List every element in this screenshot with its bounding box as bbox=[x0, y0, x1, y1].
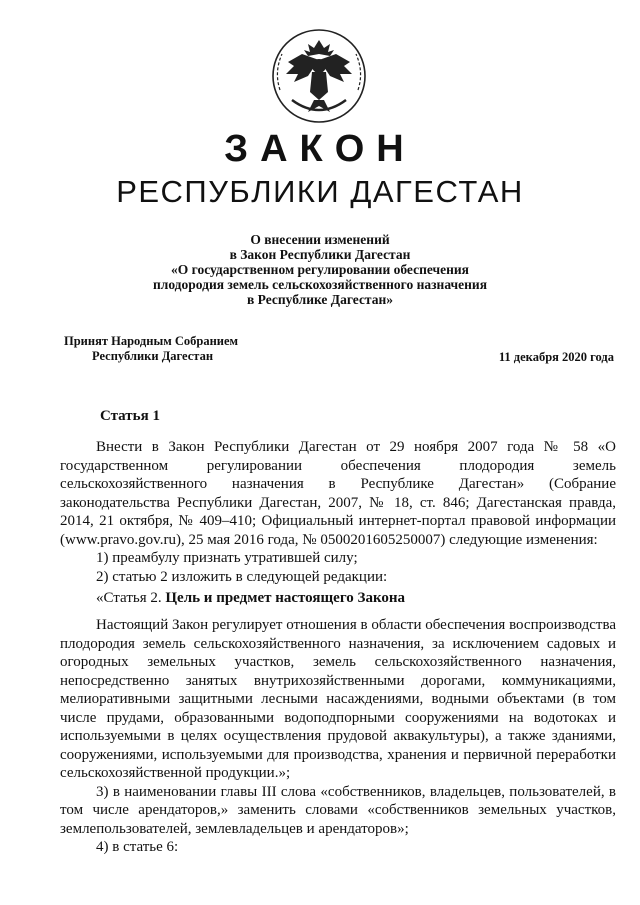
republic-title: РЕСПУБЛИКИ ДАГЕСТАН bbox=[116, 174, 524, 209]
amendment-item: 4) в статье 6: bbox=[96, 839, 179, 855]
law-heading bbox=[0, 232, 640, 307]
adopted-by-line: Республики Дагестан bbox=[92, 349, 214, 363]
adopted-by-line: Принят Народным Собранием bbox=[64, 334, 239, 348]
heading-line: О внесении изменений bbox=[250, 232, 390, 247]
heading-line: плодородия земель сельскохозяйственного назначения bbox=[152, 277, 488, 292]
amendment-item: 2) статью 2 изложить в следующей редакции: bbox=[96, 568, 388, 585]
heading-line: в Закон Республики Дагестан bbox=[229, 247, 411, 262]
heading-line: «О государственном регулировании обеспечения bbox=[171, 262, 469, 277]
amendment-item: 1) преамбулу признать утратившей силу; bbox=[96, 550, 358, 566]
intro-paragraph: Внести в Закон Республики Дагестан от 29 ноября 2007 года № 58 «О государственном регулировании обеспечения плодородия земель сельскохозяйственного назначения в Республике Дагестан» (Собрание законодательства Республики Дагестан, 2007, № 18, ст. 846; Дагестанская правда, 2014, 21 октября, № 409–410; Официальный интернет-портал правовой информации (www.pravo.gov.ru), 25 мая 2016 года, № 0500201605250007) следующие изменения: bbox=[60, 439, 616, 548]
coat-of-arms-icon bbox=[268, 20, 370, 128]
adoption-date: 11 декабря 2020 года bbox=[498, 350, 614, 364]
heading-line: в Республике Дагестан» bbox=[246, 292, 394, 307]
quoted-article-prefix: «Статья 2. bbox=[96, 590, 166, 606]
amendment-item: 3) в наименовании главы III слова «собственников, владельцев, пользователей, в том числе арендаторов,» заменить словами «собственников земельных участков, землепользователей, землевладельцев и арендаторов»; bbox=[60, 783, 616, 837]
quoted-paragraph: Настоящий Закон регулирует отношения в области обеспечения воспроизводства плодородия земель сельскохозяйственного назначения, за исключением садовых и огородных земельных участков, земель сельскохозяйственного назначения, непосредственно занятых внутрихозяйственными дорогами, коммуникациями, мелиоративными защитными лесными насаждениями, водными объектами (в том числе прудами, образованными водоподпорными сооружениями на водотоках и используемыми в целях осуществления прудовой аквакультуры), а также зданиями, сооружениями, используемыми для производства, хранения и первичной переработки сельскохозяйственной продукции.»; bbox=[60, 617, 616, 781]
quoted-article-heading bbox=[60, 589, 616, 608]
quoted-article-title: Цель и предмет настоящего Закона bbox=[165, 590, 406, 606]
law-title: ЗАКОН bbox=[224, 128, 416, 170]
article-title: Статья 1 bbox=[100, 408, 160, 424]
adoption-info bbox=[64, 334, 238, 364]
article-body bbox=[60, 438, 616, 586]
article-body-continued bbox=[60, 616, 616, 857]
